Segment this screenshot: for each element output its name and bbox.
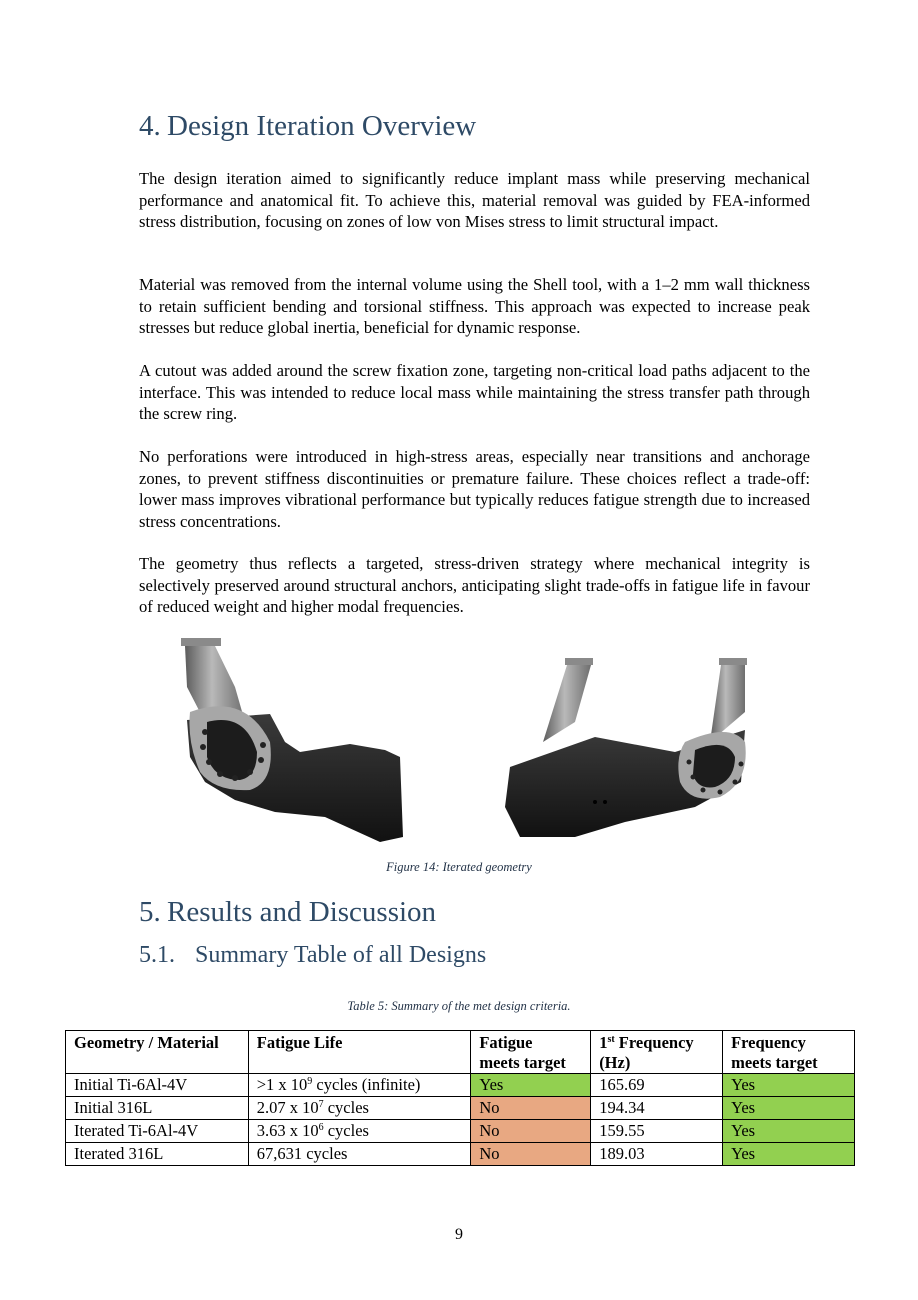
cell-geometry: Initial 316L [66, 1097, 249, 1120]
figure-caption: Figure 14: Iterated geometry [386, 860, 532, 874]
cell-fatigue-meets: No [471, 1120, 591, 1143]
page-number: 9 [455, 1226, 463, 1243]
cell-fatigue-meets: No [471, 1143, 591, 1166]
life-base: 2.07 x 10 [256, 1098, 319, 1117]
cell-fatigue-life [248, 1143, 471, 1166]
header-frequency-meets [723, 1031, 855, 1074]
section-5-1-number: 5.1. [139, 942, 175, 968]
header-frequency-ordinal: 1 [599, 1033, 608, 1052]
header-frequency-label: Frequency [614, 1033, 694, 1052]
section-4-number: 4. [139, 110, 161, 142]
summary-table [65, 1030, 855, 1166]
cell-frequency-meets: Yes [723, 1143, 855, 1166]
section-5-1-title: Summary Table of all Designs [195, 942, 487, 968]
left-implant-view [181, 638, 403, 842]
section-5-title: Results and Discussion [167, 896, 437, 928]
header-fatigue-meets-line1: Fatigue [479, 1033, 533, 1052]
section-4-heading [139, 110, 476, 143]
cell-frequency: 189.03 [591, 1143, 723, 1166]
cell-frequency-meets: Yes [723, 1074, 855, 1097]
life-base: 67,631 cycles [256, 1144, 348, 1163]
table-row [66, 1074, 855, 1097]
header-frequency-sup: st [607, 1034, 615, 1045]
life-suffix: cycles [323, 1121, 369, 1140]
paragraph-5: The geometry thus reflects a targeted, stress-driven strategy where mechanical integrity is selectively preserved around structural anchors, anticipating slight trade-offs in fatigue life in favour of reduced weight and higher modal frequencies. [139, 554, 810, 616]
cell-fatigue-meets: No [471, 1097, 591, 1120]
table-row [66, 1097, 855, 1120]
life-exponent: 6 [318, 1122, 324, 1133]
right-implant-view [505, 658, 747, 837]
cell-frequency: 194.34 [591, 1097, 723, 1120]
cell-geometry: Iterated 316L [66, 1143, 249, 1166]
cell-fatigue-life [248, 1097, 471, 1120]
paragraph-3: A cutout was added around the screw fixation zone, targeting non-critical load paths adjacent to the interface. This was intended to reduce local mass while maintaining the stress transfer path through the screw ring. [139, 361, 810, 423]
table-row [66, 1143, 855, 1166]
table-row [66, 1120, 855, 1143]
cell-frequency: 159.55 [591, 1120, 723, 1143]
header-fatigue-meets [471, 1031, 591, 1074]
cell-geometry: Iterated Ti-6Al-4V [66, 1120, 249, 1143]
life-exponent: 7 [318, 1099, 324, 1110]
life-suffix: cycles [323, 1098, 369, 1117]
paragraph-2: Material was removed from the internal volume using the Shell tool, with a 1–2 mm wall thickness to retain sufficient bending and torsional stiffness. This approach was expected to increase peak stresses but reduce global inertia, beneficial for dynamic response. [139, 275, 810, 337]
header-frequency-unit: (Hz) [599, 1053, 631, 1072]
header-frequency-meets-line2: meets target [731, 1053, 818, 1072]
header-frequency [591, 1031, 723, 1074]
paragraph-4: No perforations were introduced in high-stress areas, especially near transitions and anchorage zones, to prevent stiffness discontinuities or premature failure. These choices reflect a trade-off: lower mass improves vibrational performance but typically reduces fatigue strength due to increased stress concentrations. [139, 447, 810, 531]
table-caption: Table 5: Summary of the met design criteria. [347, 999, 571, 1013]
iterated-geometry-figure [175, 632, 755, 847]
cell-fatigue-meets: Yes [471, 1074, 591, 1097]
header-fatigue-life: Fatigue Life [248, 1031, 471, 1074]
table-header-row [66, 1031, 855, 1074]
cell-frequency-meets: Yes [723, 1097, 855, 1120]
paragraph-1: The design iteration aimed to significantly reduce implant mass while preserving mechanical performance and anatomical fit. To achieve this, material removal was guided by FEA-informed stress distribution, focusing on zones of low von Mises stress to limit structural impact. [139, 169, 810, 231]
cell-frequency: 165.69 [591, 1074, 723, 1097]
section-5-1-heading [139, 942, 486, 969]
cell-fatigue-life [248, 1074, 471, 1097]
life-base: >1 x 10 [256, 1075, 308, 1094]
life-exponent: 9 [307, 1076, 313, 1087]
header-fatigue-meets-line2: meets target [479, 1053, 566, 1072]
section-5-heading [139, 896, 436, 929]
cell-frequency-meets: Yes [723, 1120, 855, 1143]
life-suffix: cycles (infinite) [312, 1075, 421, 1094]
header-geometry: Geometry / Material [66, 1031, 249, 1074]
cell-geometry: Initial Ti-6Al-4V [66, 1074, 249, 1097]
section-5-number: 5. [139, 896, 161, 928]
life-base: 3.63 x 10 [256, 1121, 319, 1140]
cell-fatigue-life [248, 1120, 471, 1143]
header-frequency-meets-line1: Frequency [731, 1033, 806, 1052]
section-4-title: Design Iteration Overview [167, 110, 477, 142]
